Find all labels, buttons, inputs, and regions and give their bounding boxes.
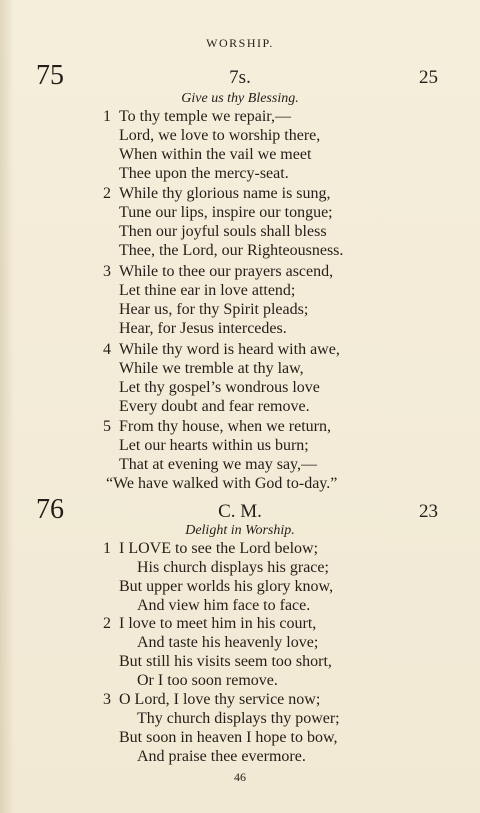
verse-line: Thy church displays thy power; <box>137 710 340 727</box>
verse-line: Hear, for Jesus intercedes. <box>119 320 287 337</box>
verse-line: Let thine ear in love attend; <box>119 282 296 299</box>
verse-line: I LOVE to see the Lord below; <box>119 540 319 557</box>
verse-line: While thy word is heard with awe, <box>119 341 340 358</box>
verse-line: From thy house, when we return, <box>119 418 331 435</box>
verse-line: Let our hearts within us burn; <box>119 437 309 454</box>
verse-line: And praise thee evermore. <box>137 748 306 765</box>
verse-line: And taste his heavenly love; <box>137 634 319 651</box>
hymn-tune-number: 25 <box>419 67 438 88</box>
verse-number: 1 <box>103 108 111 125</box>
verse-line: Thee, the Lord, our Righteousness. <box>119 242 344 259</box>
verse-line: To thy temple we repair,— <box>119 108 291 125</box>
verse-line: While we tremble at thy law, <box>119 360 304 377</box>
verse-line: While to thee our prayers ascend, <box>119 263 334 280</box>
verse-number: 2 <box>103 185 111 202</box>
verse-line: Thee upon the mercy-seat. <box>119 165 289 182</box>
hymn-meter: C. M. <box>218 501 262 522</box>
verse-line: Every doubt and fear remove. <box>119 398 310 415</box>
verse-line: Tune our lips, inspire our tongue; <box>119 204 333 221</box>
verse-number: 4 <box>103 341 111 358</box>
verse-line: Then our joyful souls shall bless <box>119 223 327 240</box>
verse-line: And view him face to face. <box>137 597 311 614</box>
verse-number: 5 <box>103 418 111 435</box>
verse-number: 2 <box>103 615 111 632</box>
hymn-meter: 7s. <box>229 67 251 88</box>
verse-line: But soon in heaven I hope to bow, <box>119 729 338 746</box>
verse-line: Lord, we love to worship there, <box>119 127 321 144</box>
verse-line: Hear us, for thy Spirit pleads; <box>119 301 309 318</box>
verse-line: That at evening we may say,— <box>119 456 318 473</box>
verse-line: When within the vail we meet <box>119 146 312 163</box>
page-number: 46 <box>234 770 246 784</box>
hymn-number: 76 <box>36 494 64 525</box>
verse-number: 3 <box>103 691 111 708</box>
hymn-tune-number: 23 <box>419 501 438 522</box>
verse-line: Let thy gospel’s wondrous love <box>119 379 320 396</box>
verse-line: His church displays his grace; <box>137 559 329 576</box>
hymn-title: Give us thy Blessing. <box>181 91 299 106</box>
verse-line: Or I too soon remove. <box>137 672 278 689</box>
running-head: WORSHIP. <box>206 36 274 50</box>
hymn-title: Delight in Worship. <box>185 523 295 538</box>
verse-line: While thy glorious name is sung, <box>119 185 331 202</box>
verse-line: But upper worlds his glory know, <box>119 578 334 595</box>
hymn-number: 75 <box>36 60 64 91</box>
verse-line: But still his visits seem too short, <box>119 653 332 670</box>
verse-number: 1 <box>103 540 111 557</box>
verse-line: I love to meet him in his court, <box>119 615 317 632</box>
verse-line: O Lord, I love thy service now; <box>119 691 321 708</box>
verse-line: “We have walked with God to-day.” <box>106 475 338 492</box>
verse-number: 3 <box>103 263 111 280</box>
